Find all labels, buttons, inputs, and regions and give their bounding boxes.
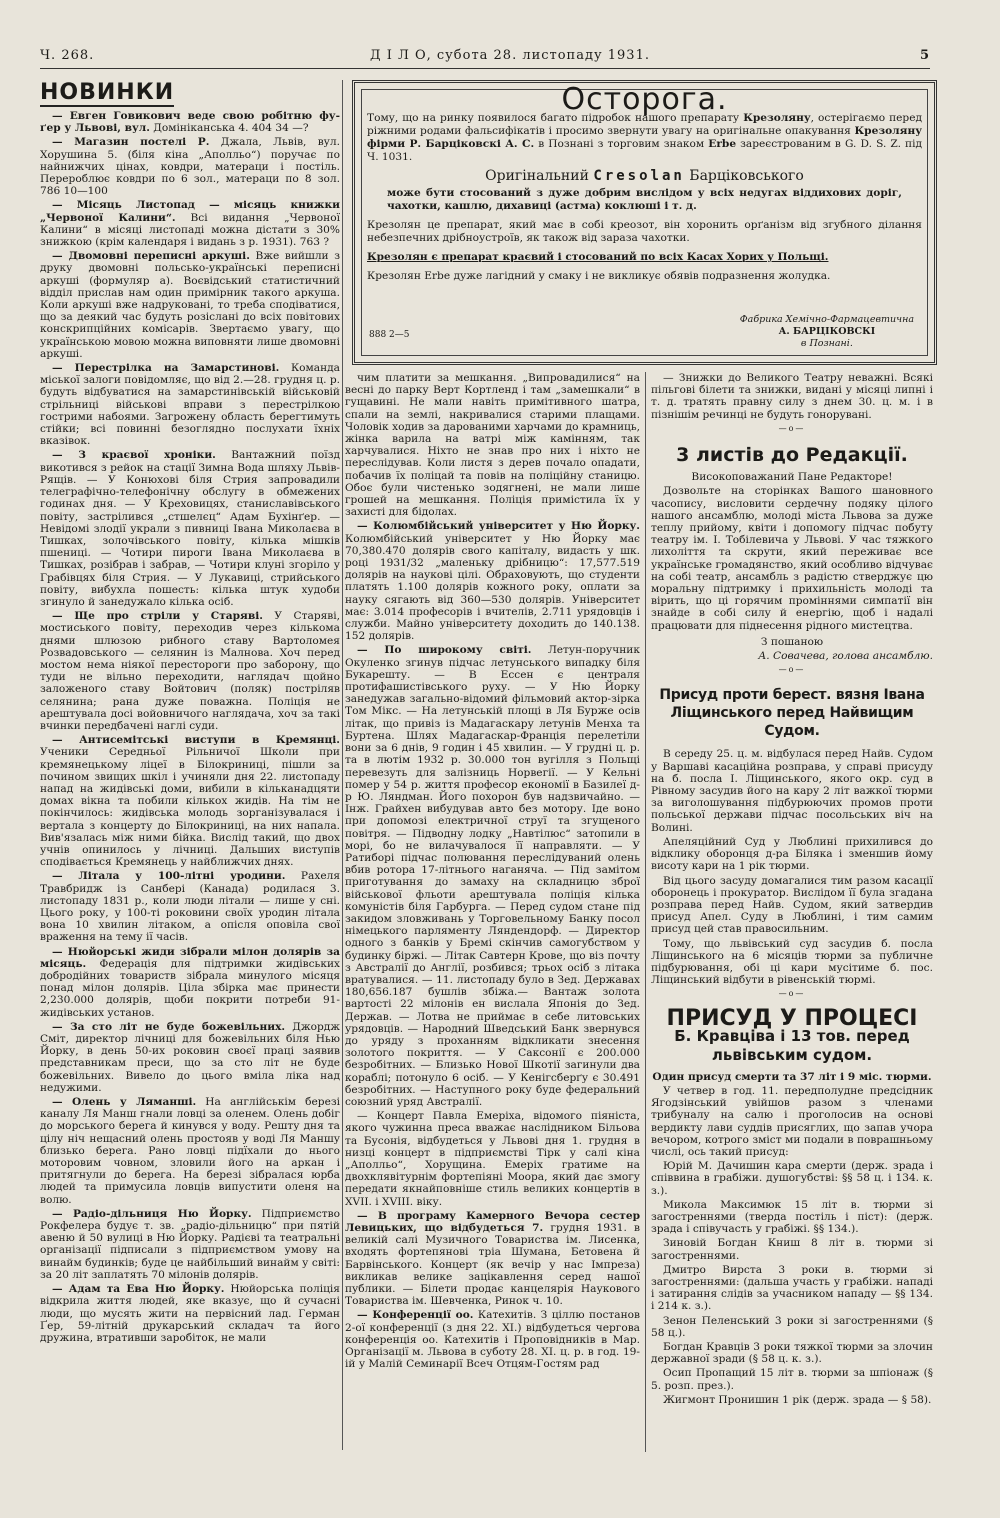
cresolan-brand: Cresolan	[593, 168, 685, 184]
cresolan-advertisement	[352, 80, 937, 365]
news-item: — Місяць Листопад — місяць книжки „Червоної Калини“. Всі видання „Червоної Калини“ в місяці листопаді можна дістати з 30% знижкою (крім календаря і видань з р. 1931). 763 ?	[40, 199, 340, 249]
ad-original-line: Оригінальний Cresolan Барціковського	[485, 168, 804, 184]
sentence-item: Дмитро Вирста 3 роки в. тюрми зі загостреннями: (дальша участь у грабіжи. нападі і затирання слідів за учасником нападу — §§ 134. і 214 к. з.).	[651, 1263, 933, 1313]
process-lead: Один присуд смерти та 37 літ і 9 міс. тюрми.	[652, 1070, 932, 1083]
news-item: — Магазин постелі Р. Джала, Львів, вул. Хорушина 5. (біля кіна „Аполльо“) поручає по найнижчих цінах, ковдри, матераци і постіль. Перероблює ковдри по 6 зол., матераци по 8 зол. 786 10—100	[40, 136, 340, 198]
page-header	[40, 44, 930, 66]
letter-signature: А. Совачева, голова ансамблю.	[758, 650, 933, 663]
right-column	[651, 372, 933, 1452]
news-item: — За сто літ не буде божевільних. Джордж Сміт, директор лічниці для божевільних біля Нью Йорку, в день 50-их роковин своєї праці заявив представникам преси, що за сто літ не буде божевільних. Вивело до цього вміла ліка над недужими.	[40, 1020, 340, 1094]
letters-title: 3 листів до Редакції.	[676, 444, 908, 467]
news-item: — Олень у Ляманші. На англійськім березі каналу Ля Манш гнали ловці за оленем. Олень добіг до морського берега й кинувся у воду. Решту дня та цілу ніч нещасний олень простояв у воді Ля Маншу близько берега. Рано ловці підїхали до нього моторовим човном, зловили його на аркан і притягнули до берега. На березі зібралася юрба людей та примусила ловців випустити оленя на волю.	[40, 1096, 340, 1206]
news-item: — Двомовні переписні аркуші. Вже вийшли з друку двомовні польсько-українські переписні аркуші (формуляр а). Воєвідський статистичний відділ прислав нам один примірник такого аркуша. Коли аркуші вже надруковані, то треба сподіватися, що за деякий час будуть розіслані до всіх повітових конскрипційних комісарів. Звертаємо увагу, що українською мовою можна виповняти лише двомовні аркуші.	[40, 250, 340, 360]
separator: —о—	[778, 665, 806, 675]
issue-number: Ч. 268.	[40, 48, 95, 63]
middle-column	[345, 372, 640, 1452]
verdict-title: Присуд проти берест. вязня Івана Ліщинського перед Найвищим Судом.	[659, 687, 925, 740]
separator: —о—	[778, 989, 806, 999]
letter-salutation: Високоповажаний Пане Редакторе!	[691, 471, 893, 484]
theatre-notice: — Знижки до Великого Театру неважні. Всякі пільгові білети та знижки, видані у місяці липні і т. д. тратять правну силу з днем 30. ц. м. і в пізнішім речинці не будуть гонорувані.	[651, 372, 933, 421]
process-subtitle: Б. Кравцiва і 13 тов. перед львівським судом.	[674, 1026, 910, 1064]
sentence-item: Зенон Пеленський 3 роки зі загостреннями (§ 58 ц.).	[651, 1314, 933, 1339]
news-item: — З краєвої хроніки. Вантажний поїзд викотився з рейок на стації Зимна Вода шляху Львів-Рящів. — У Конюхові біля Стрия запровадили телеграфічно-телефонічну обслугу в обмежених годинах дня. — У Креховицях, станиславівського повіту, застрілився „стшелєц“ Адам Бухінґер. — Невідомі злодії украли з пивниці Івана Миколаєва в Тишках, золочівського повіту, кілька мішків пшениці. — Чотири пироги Івана Миколаєва в Тишках, розібрав і забрав, — Чотири клуні згоріло у Грабівцях біля Стрия. — У Лукавиці, стрийського повіту, вибухла пошесть: кілька штук худоби згинуло й занедужало кілька осіб.	[40, 449, 340, 608]
letter-body: Дозвольте на сторінках Вашого шановного часопису, висловити сердечну подяку цілого нашого ансамблю, молоді міста Львова за дуже теплу прийому, квіти і допомогу підчас побуту театру ім. І. Тобілевича у Львові. У час тяжкого лихоліття та скрути, який переживає все українське громадянство, який особливо відчуває на собі театр, ансамбль з радістю стверджує цю моральну підтримку і прихильність молоді та вірить, що ці горячим проміннями симпатії він знайде в собі силу й енергію, щоб і надалі працювати для піднесення рідного мистецтва.	[651, 485, 933, 632]
news-item: чим платити за мешкання. „Випровадилися“ на весні до парку Верт Кортленд і там „замешкали“ в гущавині. Не мали навіть примітивного шатра, спали на землі, накривалися старими плащами. Чоловік ходив за дарованими харчами до крамниць, жінка варила на ватрі між камінням, так харчувалися. Ніхто не знав про них і ніхто не переслідував. Коли листя з дерев почало опадати, побачив їх поліцай та повів на поліційну станицю. Обоє були чистенько зодягнені, не мали лише грошей на мешкання. Поліція примістила їх у захисті для бідолах.	[345, 372, 640, 519]
letter-regards: З пошаною	[760, 635, 824, 648]
verdict-paragraph: Апеляційний Суд у Люблині прихилився до відклику оборонця д-ра Біляка і зменшив йому висоту кари на 1 рік тюрми.	[651, 835, 933, 873]
separator: —о—	[778, 423, 806, 433]
news-item: — Ще про стріли у Старяві. У Старяві, мостиського повіту, переходив через кількома днями шлюзою рибного ставу Вартоломея Розвадовського — селянин із Малнова. Хоч перед мостом нема ніякої перестороги про заборону, що туди не вільно переходити, наглядач щойно заложеного ставу Войтович (поляк) постріляв селянина; рана дуже поважна. Поліція не арештувала досі войовничого наглядача, хоч за такі вчинки передбачені наглі суди.	[40, 610, 340, 732]
ad-paragraph-4: Крезолян є препарат краєвий і стосований по всіх Касах Хорих у Польщі.	[367, 251, 829, 263]
middle-paragraphs	[345, 372, 640, 1370]
column-divider	[342, 80, 343, 1450]
sentence-item: Зиновій Богдан Книш 8 літ в. тюрми зі загостреннями.	[651, 1237, 933, 1262]
news-item: — По широкому світі. Летун-поручник Окуленко згинув підчас летунського випадку біля Букарешту. — В Ессен є централя протифашистівського руху. — У Ню Йорку занедужав загально-відомий фільмовий актор-зірка Том Мікс. — На летунській площі в Ля Бурже осів літак, що привіз із Мадагаскару летунів Менха та Буртена. Шлях Мадагаскар-Франція перелетіли вони за 6 днів, 9 годин і 45 хвилин. — У грудні ц. р. та в лютім 1932 р. 30.000 тон вугілля з Польщі перевезуть для залізниць Норвегії. — У Кельні помер у 54 р. життя професор економії в Базилеї д-р Ю. Ляндман. Його похорон був надзвичайно. — Інж. Грайхен вибудував авто без мотору. Іде воно при допомозі електричної струї та згущеного повітря. — Підводну лодку „Навтілюс“ затопили в морі, бо не вилачувалося її направляти. — У Ратиборі пiдчас полювання переслідуваний олень вбив ротора 17-літнього наганяча. — Під замітом приготування до замаху на складницю зброї військової фльоти арештувала поліція кілька комуністів біля Гарбурга. — Перед судом стане під закидом зловживань у Торговельному Банку посол німецького парляменту Ляндендорф. — Директор одного з банків у Бремі скінчив самогубством у будинку біржі. — Літак Савтерн Крове, що віз почту з Австралії до Англії, розбився; трьох осіб з літака вратувалися. — 11. листопаду було в Зед. Державах 180,656.187 бушлів збіжа.— Вантаж золота вартості 22 мілонів ен вислала Японія до Зед. Держав. — Лотва не приймає в себе литовських урядовців. — Народний Шведський Банк звернувся до уряду з проханням відкликати знесення золотого покриття. — У Саксонії є 200.000 безробітних. — Близько Нової Шкотії загинули два кораблі; потонуло 6 осіб. — У Кенігсберґу є 30.491 безробітних. — Наступного року буде федеральний союзний уряд Австралії.	[345, 644, 640, 1108]
news-item: — Евген Говикович веде свою робітню фу- ґер у Львові, вул. Домініканська 4. 404 34 —?	[40, 110, 340, 135]
verdict-paragraph: Від цього засуду домагалися тим разом касації оборонець і прокуратор. Вислідом її була згадана розправа перед Найв. Судом, який затвердив присуд Апел. Суду в Люблині, і тим самим присуд цей став правосильним.	[651, 874, 933, 936]
sentence-item: Микола Максимюк 15 літ в. тюрми зі загостреннями (тверда постіль і піст): (держ. зрада і співучасть у грабіжі. §§ 134.).	[651, 1198, 933, 1236]
news-item: — Антисемітські виступи в Кремянці. Ученики Середньої Рільничої Школи при кремянецькому ліцеї в Білокриниці, пішли за почином звищих шкіл і учиняли дня 22. листопаду напад на жидівські доми, вибили в кільканадцяти домах вікна та побили кількох жидів. На тім не покінчилось: жидівська молодь зорганізувалася і вертала з концерту до Білокриниці, на них напала. Вив'язалась між ними бійка. Вислід такий, що двох учнів опинилось у лічниці. Дальших виступів сподівається Кремянець у найближчих днях.	[40, 734, 340, 869]
sentence-item: Юрій М. Дачишин кара смерти (держ. зрада і співвина в грабіжи. душогубстві: §§ 58 ц. і 134. к. з.).	[651, 1160, 933, 1197]
news-item: — Радіо-дільниця Ню Йорку. Підприємство Рокфелера будує т. зв. „радіо-дільницю“ при пятій авеню й 50 вулиці в Ню Йорку. Радієві та театральні організації підписали з підприємством умову на винайм будинків; буде це найбільший винайм у світі: за 20 літ заплатять 70 мілонів долярів.	[40, 1207, 340, 1281]
sentence-list	[651, 1160, 933, 1406]
news-item: — Концерт Павла Емеріха, відомого піяніста, якого чужинна преса вважає наслідником Більова та Бусонія, відбудеться у Львові дня 1. грудня в низці концерт в підприємстві Тірк у салі кіна „Аполльо“, Хорущина. Емеріх гратиме на двохклявітурнім фортепіяні Моора, який дає змогу передати якнайповніше стиль великих концертів в XVII. і XVIII. віку.	[345, 1110, 640, 1208]
process-title: ПРИСУД У ПРОЦЕСІ	[666, 1005, 918, 1031]
news-item: — В програму Камерного Вечора сестер Левицьких, що відбудеться 7. грудня 1931. в великій салі Музичного Товариства ім. Лисенка, входять фортепянові тріа Шумана, Бетовена й Барвінського. Концерт (як вечір у нас Імпреза) викликав велике зацікавлення серед нашої публики. — Білети продає канцелярія Наукового Товариства ім. Шевченка, Ринок ч. 10.	[345, 1209, 640, 1308]
news-item: — Літала у 100-літні уродини. Рахеля Травбридж із Санбері (Канада) родилася 3. листопаду 1831 р., коли люди літали — лише у снi. Цього року, у 100-ті роковини своїх уродин літала вона 10 хвилин літаком, а опісля оповіла свої враження на тему ії часів.	[40, 870, 340, 944]
ad-paragraph-1: Тому, що на ринку появилося багато підробок нашого препарату Крезоляну, остерігаємо перед ріжними родами фальсифікатів і просимо звернути увагу на оригінальне опакування Крезоляну фірми Р. Барціковскі А. С. в Познані з торговим знаком Erbe зареєстрованим в G. D. S. Z. під Ч. 1031.	[367, 112, 923, 163]
sentence-item: Богдан Кравців 3 роки тяжкої тюрми за злочин державної зради (§ 58 ц. к. з.).	[651, 1341, 933, 1366]
verdict-paragraph: В середу 25. ц. м. відбулася перед Найв. Судом у Варшаві касаційна розправа, у справі присуду на б. посла І. Ліщинського, якого окр. суд в Рівному засудив його на кару 2 літ важкої тюрми за виголошування підбурюючих промов проти польської держави підчас посольських віч на Волині.	[651, 748, 933, 834]
news-paragraphs	[40, 110, 340, 1344]
section-title: НОВИНКИ	[40, 80, 175, 105]
news-column	[40, 80, 340, 1450]
header-rule	[40, 68, 930, 69]
column-divider-2	[645, 372, 646, 1452]
ad-paragraph-2: може бути стосований з дуже добрим вислідом у всіх недугах віддихових доріг, чахотки, кашлю, дихавиці (астма) коклюші і т. д.	[387, 187, 902, 212]
news-item: — Перестрілка на Замарстинові. Команда міської залоги повідомляє, що від 2.—28. грудня ц. р. будуть відбуватися на замарстинівській військовій стрільниці військові вправи з перестрілкою гострими набоями. Загрожену область берегтимуть стійки; всі повинні безоглядно послухати їхніх вказівок.	[40, 362, 340, 448]
news-item: — Нюйорські жиди зібрали мілон долярів за місяць. Федерація для підтримки жидівських добродійних товариств зібрала минулого місяця понад мілон долярів. Ціла збірка має принести 2,230.000 долярів, щоби покрити потреби 91-жидівських установ.	[40, 945, 340, 1019]
verdict-paragraph: Тому, що львівський суд засудив б. посла Ліщинського на 6 місяців тюрми за публичне підбурювання, обі ці кари мусітиме б. пос. Ліщинський відбути в рівенській тюрмі.	[651, 937, 933, 987]
page-number: 5	[919, 48, 930, 63]
news-item: — Колюмбійський університет у Ню Йорку. Колюмбійський університет у Ню Йорку має 70,380.470 долярів свого капіталу, видасть у шк. році 1931/32 „маленьку дрібницю“: 17,577.519 долярів на наукові цілі. Обраховують, що студенти платять 1.100 долярів кожного року, оплати за науку сягають від 360—530 долярів. Університет має: 3.014 професорів і вчителів, 2.711 урядовців і служби. Майно університету доходить до 140.138. 152 долярів.	[345, 520, 640, 643]
news-item: — Адам та Ева Ню Йорку. Нюйорська поліція відкрила життя людей, яке вказує, що й сучасні люди, що мусять жити на первісний лад. Герман Ґер, 59-літній друкарський складач та його дружина, втративши заробіток, не мали	[40, 1283, 340, 1344]
newspaper-masthead: Д І Л О, субота 28. листопаду 1931.	[370, 48, 650, 63]
ad-paragraph-3: Крезолян це препарат, який має в собі креозот, він хоронить орґанізм від згубного ділання небезпечних дрібноустроїв, як також від зараза чахотки.	[367, 219, 922, 244]
sentence-item: Жигмонт Пронишин 1 рік (держ. зрада — § 58).	[663, 1393, 932, 1406]
ad-company: Фабрика Хемічно-Фармацевтична А. БАРЦІКОВСКІ в Познані.	[739, 314, 914, 349]
process-paragraph: У четвер в год. 11. передполудне предсідник Ягодзінський увійшов разом з членами трибуналу на салю і проголосив на основі вердикту лави суддів присяглих, що запав учора вечором, котрого зміст ми подали в поврашньому числі, ось такий присуд:	[651, 1084, 933, 1158]
ad-title: Осторога.	[561, 82, 728, 117]
ad-code: 888 2—5	[369, 330, 410, 340]
sentence-item: Осип Пропащий 15 літ в. тюрми за шпіонаж (§ 5. розп. през.).	[651, 1367, 933, 1392]
news-item: — Конференції оо. Катехитів. З ціллю постанов 2-ої конференції (з дня 22. XI.) відбудеться чергова конференція оо. Катехитів і Проповідників в Мар. Організації м. Львова в суботу 28. XI. ц. р. в год. 19-ій у Малій Семинарії Всеч Отцям-Гостям рад	[345, 1309, 640, 1371]
ad-paragraph-5: Крезолян Erbe дуже лагідний у смаку і не викликує обявів подразнення жолудка.	[367, 270, 831, 282]
